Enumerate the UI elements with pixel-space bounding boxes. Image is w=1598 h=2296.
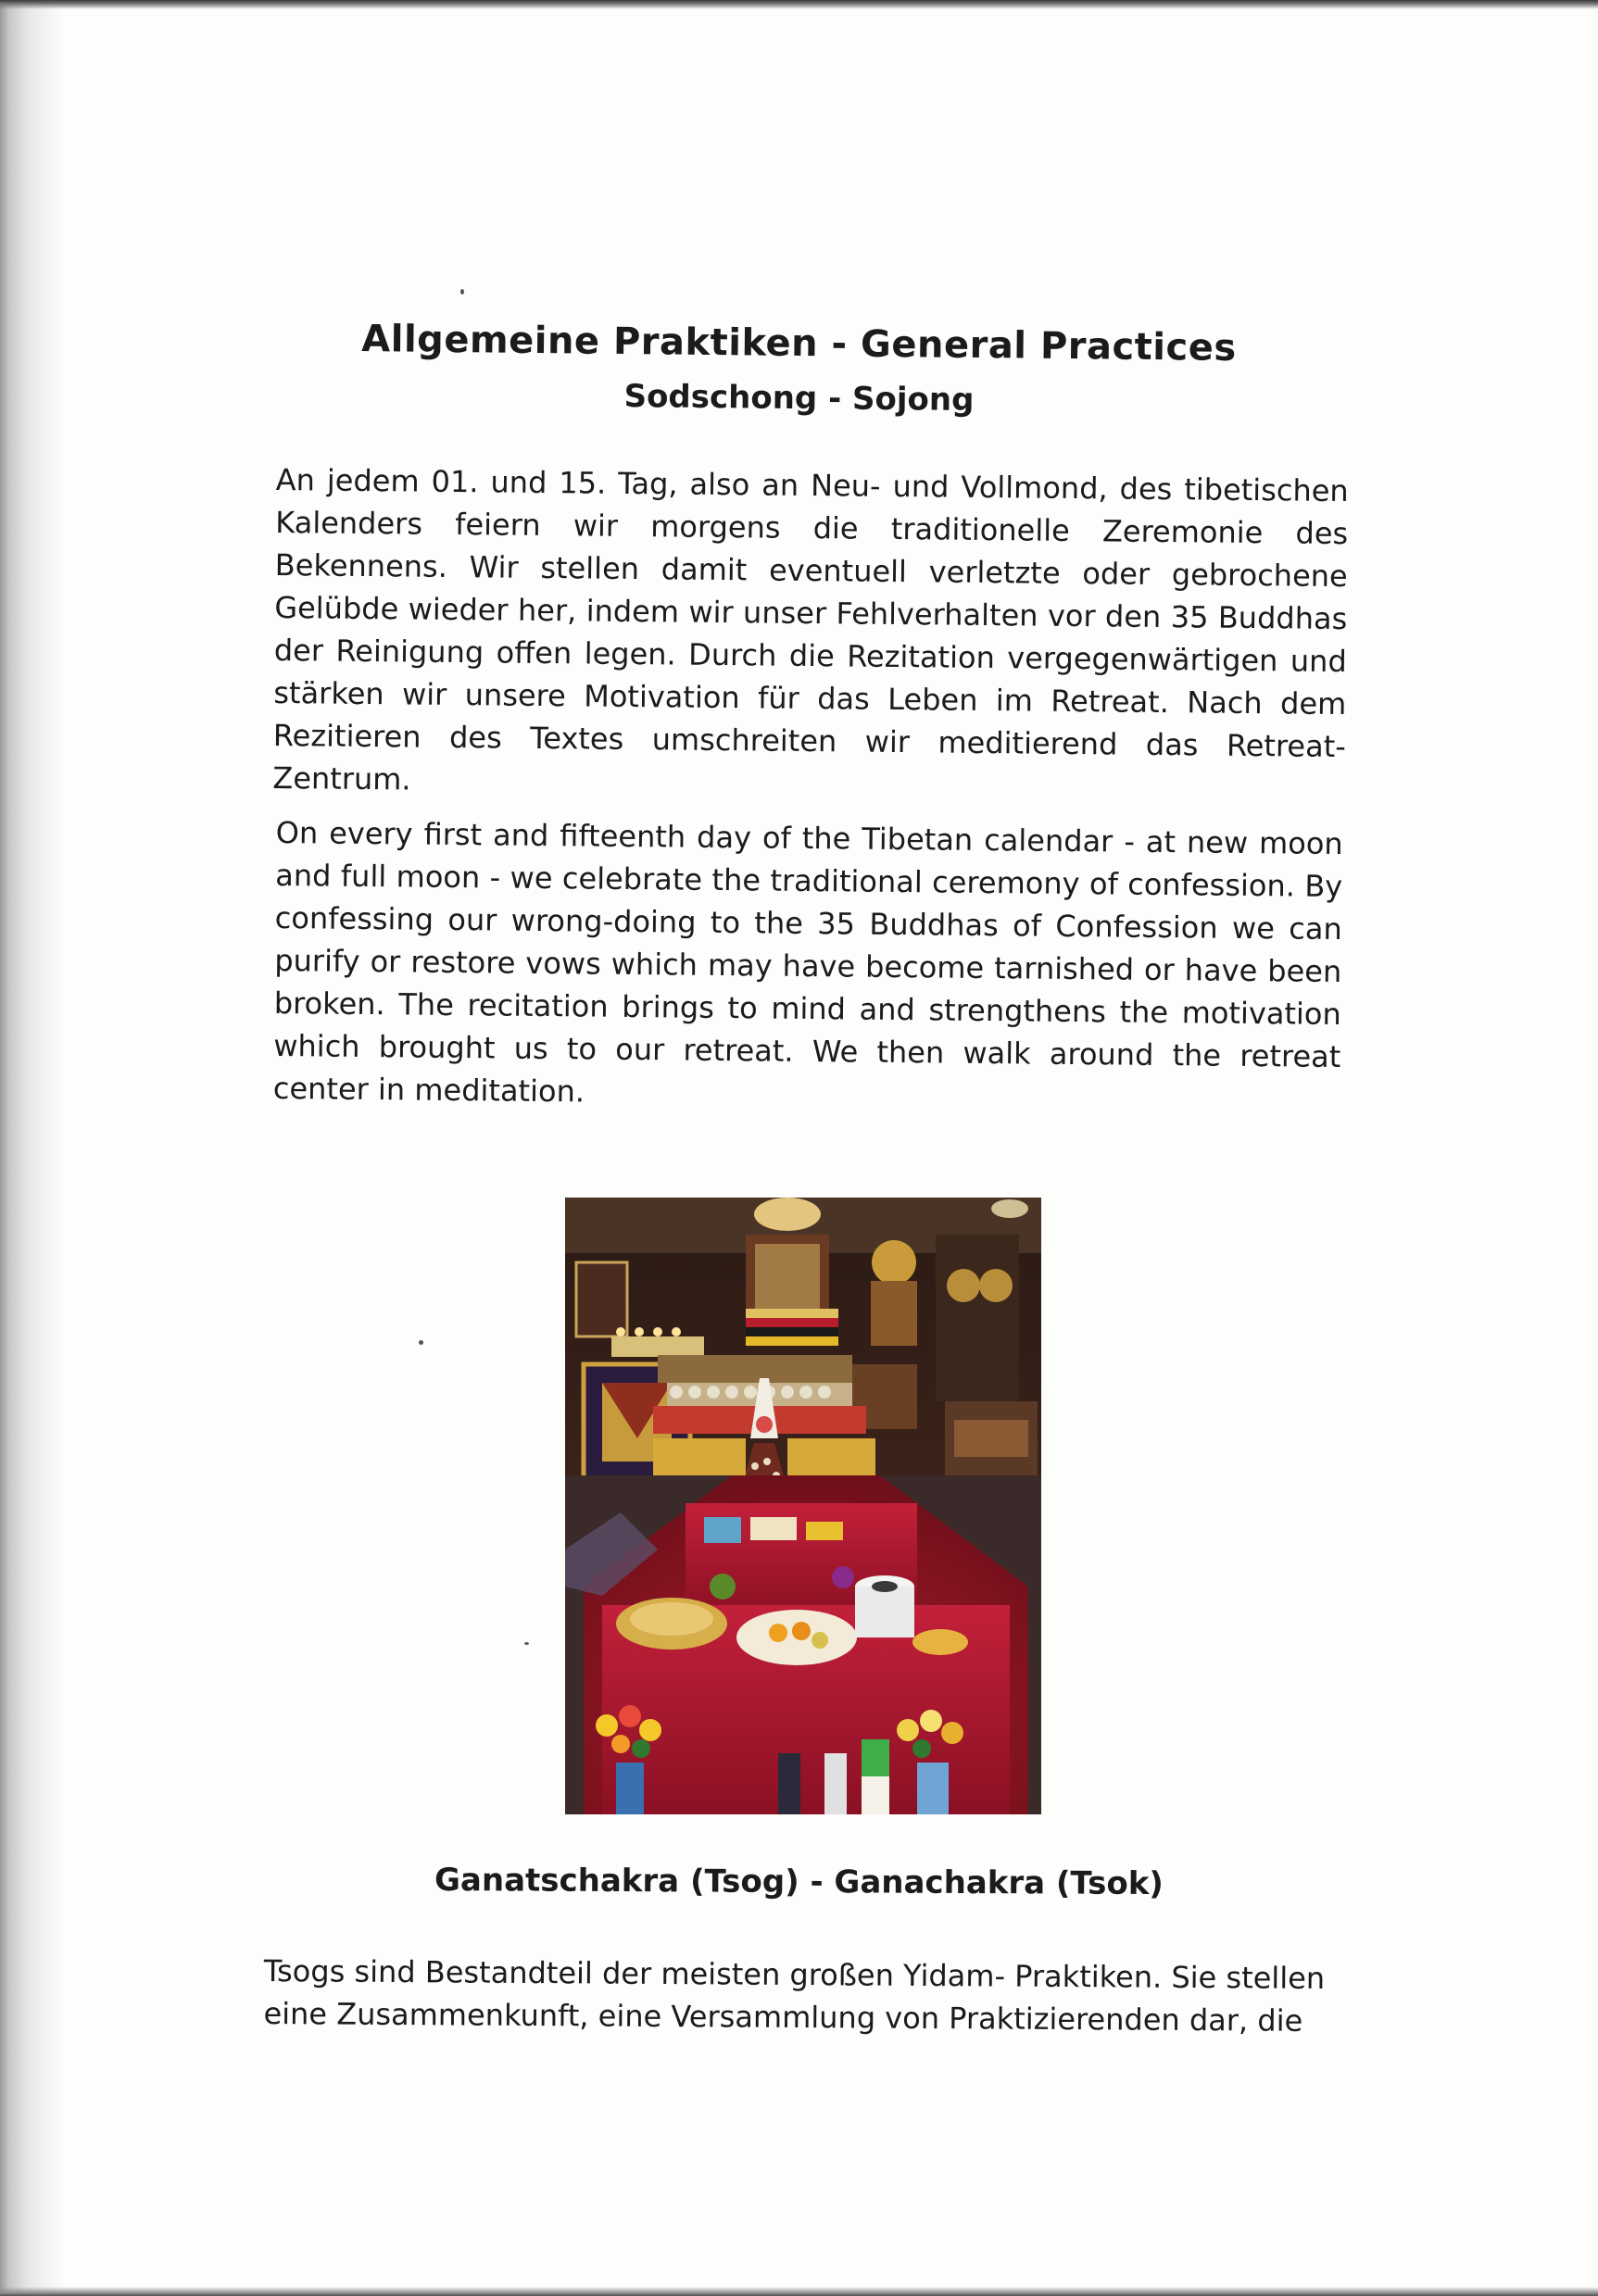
scan-shadow-top bbox=[0, 0, 1598, 9]
tsog-paragraph: Tsogs sind Bestandteil der meisten großen Yidam- Praktiken. Sie stellen eine Zusammenkunft, eine Versammlung von Praktizierenden dar, die bbox=[263, 1953, 1326, 2039]
scan-speck bbox=[419, 1340, 423, 1345]
page-subtitle: Sodschong - Sojong bbox=[623, 378, 975, 419]
section-heading-tsog: Ganatschakra (Tsog) - Ganachakra (Tsok) bbox=[434, 1861, 1164, 1903]
scan-speck bbox=[524, 1642, 529, 1645]
scan-shadow-bottom bbox=[0, 2287, 1598, 2296]
shrine-photo bbox=[565, 1198, 1041, 1814]
scan-speck bbox=[460, 289, 464, 295]
english-paragraph: On every first and fifteenth day of the Tibetan calendar - at new moon and full moon - we celebrate the traditional ceremony of confession. By confessing our wrong-doing to the 35 Buddhas of Confession we can purify or restore vows which may have become tarnished or have been broken. The recitation brings to mind and strengthens the motivation which brought us to our retreat. We then walk around the retreat center in meditation. bbox=[272, 814, 1343, 1110]
german-paragraph: An jedem 01. und 15. Tag, also an Neu- und Vollmond, des tibetischen Kalenders feiern wir morgens die traditionelle Zeremonie des Bekennens. Wir stellen damit eventuell verletzte oder gebrochene Gelübde wieder her, indem wir unser Fehlverhalten vor den 35 Buddhas der Reinigung offen legen. Durch die Rezitation vergegenwärtigen und stärken wir unsere Motivation für das Leben im Retreat. Nach dem Rezitieren des Textes umschreiten wir meditierend das Retreat- Zentrum. bbox=[272, 461, 1349, 797]
page-title: Allgemeine Praktiken - General Practices bbox=[361, 318, 1237, 370]
